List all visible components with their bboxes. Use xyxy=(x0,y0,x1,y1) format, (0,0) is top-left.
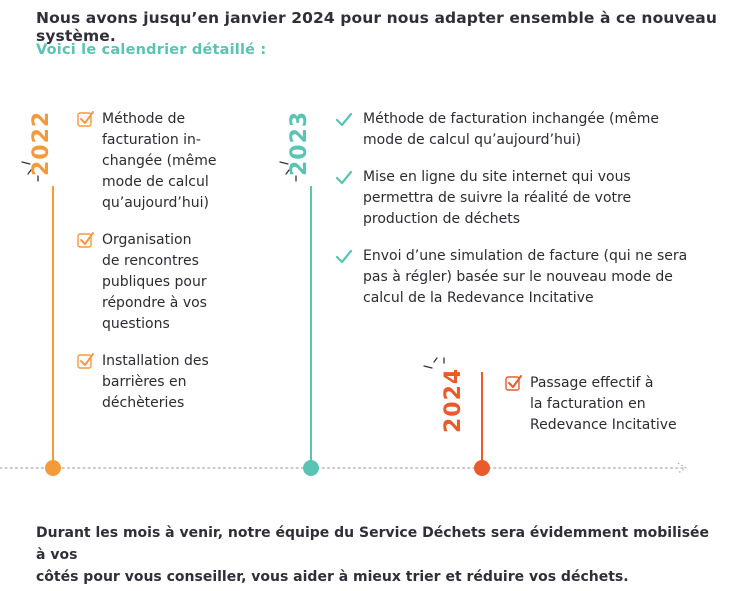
year-2022: 2022 xyxy=(29,110,54,176)
closing-line: côtés pour vous conseiller, vous aider à mieux trier et réduire vos déchets. xyxy=(36,569,629,585)
list-item: Organisation de rencontres publiques pour répondre à vos questions xyxy=(77,230,227,335)
line-2024 xyxy=(481,372,483,466)
list-item: Envoi d’une simulation de facture (qui ne sera pas à régler) basée sur le nouveau mode de calcul de la Redevance Incitative xyxy=(335,246,705,309)
check-icon xyxy=(77,352,95,370)
closing-line: Durant les mois à venir, notre équipe du Service Déchets sera évidemment mobilisée à vos xyxy=(36,525,710,563)
list-2022 xyxy=(77,109,227,414)
list-item: Méthode de facturation inchangée (même mode de calcul qu’aujourd’hui) xyxy=(335,109,705,151)
check-icon xyxy=(77,231,95,249)
timeline-axis xyxy=(0,459,744,479)
line-2022 xyxy=(52,186,54,466)
closing-paragraph xyxy=(36,522,716,588)
check-icon xyxy=(335,169,353,187)
check-icon xyxy=(77,110,95,128)
year-2023: 2023 xyxy=(287,110,312,176)
check-icon xyxy=(335,248,353,266)
calendar-subtitle: Voici le calendrier détaillé : xyxy=(36,42,267,58)
list-item: Passage effectif à la facturation en Redevance Incitative xyxy=(505,373,705,436)
list-2024 xyxy=(505,373,705,436)
check-icon xyxy=(335,111,353,129)
list-item: Mise en ligne du site internet qui vous permettra de suivre la réalité de votre production de déchets xyxy=(335,167,705,230)
list-2023 xyxy=(335,109,705,309)
list-item: Méthode de facturation in- changée (même mode de calcul qu’aujourd’hui) xyxy=(77,109,227,214)
intro-text: Nous avons jusqu’en janvier 2024 pour nous adapter ensemble à ce nouveau système. xyxy=(36,9,717,45)
timeline-dot-2022 xyxy=(45,460,61,476)
line-2023 xyxy=(310,186,312,466)
check-icon xyxy=(505,374,523,392)
timeline-dot-2024 xyxy=(474,460,490,476)
timeline-dot-2023 xyxy=(303,460,319,476)
year-2024: 2024 xyxy=(441,367,466,433)
list-item: Installation des barrières en déchèteries xyxy=(77,351,227,414)
